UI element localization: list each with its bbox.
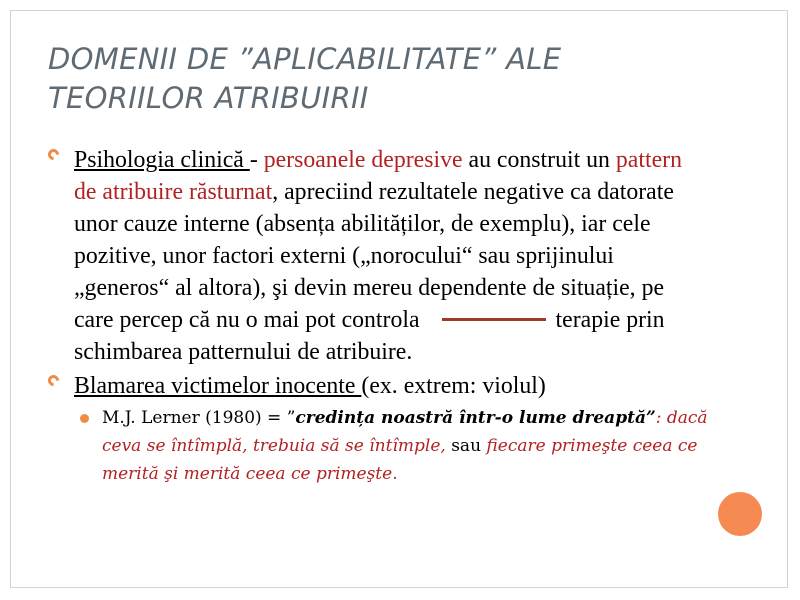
- sub-plain: sau: [451, 436, 482, 456]
- bullet-clinical-psychology: [48, 144, 708, 368]
- bullet-heading: Blamarea victimelor inocente: [74, 373, 362, 399]
- bullet-icon: [46, 373, 62, 389]
- title-line-1: DOMENII DE ”APLICABILITATE” ALE: [48, 42, 562, 76]
- sub-italic-1: dacă ceva se întîmplă, trebuia să se întîmple: [102, 408, 708, 456]
- slide-content: [48, 144, 708, 488]
- body-text: , apreciind rezultatele negative ca datorate unor cauze interne (absența abilităților, de exemplu), iar cele pozitive, unor factori externi („norocului“ sau sprijinului „generos“ al altora), şi devin mereu dependente de situație, pe care percep că nu o mai pot controla: [74, 179, 674, 333]
- highlight-depressive: persoanele depresive: [263, 147, 463, 173]
- body-text: au construit un: [462, 147, 616, 173]
- sub-bold-italic: credința noastră într-o lume dreaptă”: [295, 408, 656, 428]
- slide-title: [48, 40, 748, 118]
- body-text: (ex. extrem: violul): [361, 373, 546, 399]
- dash-text: -: [249, 147, 264, 173]
- sub-comma: ,: [440, 436, 452, 456]
- sub-colon: :: [655, 408, 667, 428]
- title-line-2: TEORIILOR ATRIBUIRII: [48, 81, 369, 115]
- arrow-icon: [442, 318, 546, 321]
- bullet-icon: [46, 147, 62, 163]
- sub-bullet-lerner: [80, 404, 708, 488]
- highlight-pattern: pattern de atribuire răsturnat: [74, 147, 682, 205]
- sub-bullet-icon: [80, 414, 89, 423]
- bullet-heading: Psihologia clinică: [74, 147, 250, 173]
- sub-italic-2: fiecare primeşte ceea ce merită şi merită ceea ce primeşte.: [102, 436, 698, 484]
- decorative-circle: [718, 492, 762, 536]
- sub-prefix: M.J. Lerner (1980) = ”: [102, 408, 296, 428]
- body-text: terapie prin schimbarea patternului de atribuire.: [74, 307, 665, 365]
- bullet-victim-blaming: [48, 370, 708, 402]
